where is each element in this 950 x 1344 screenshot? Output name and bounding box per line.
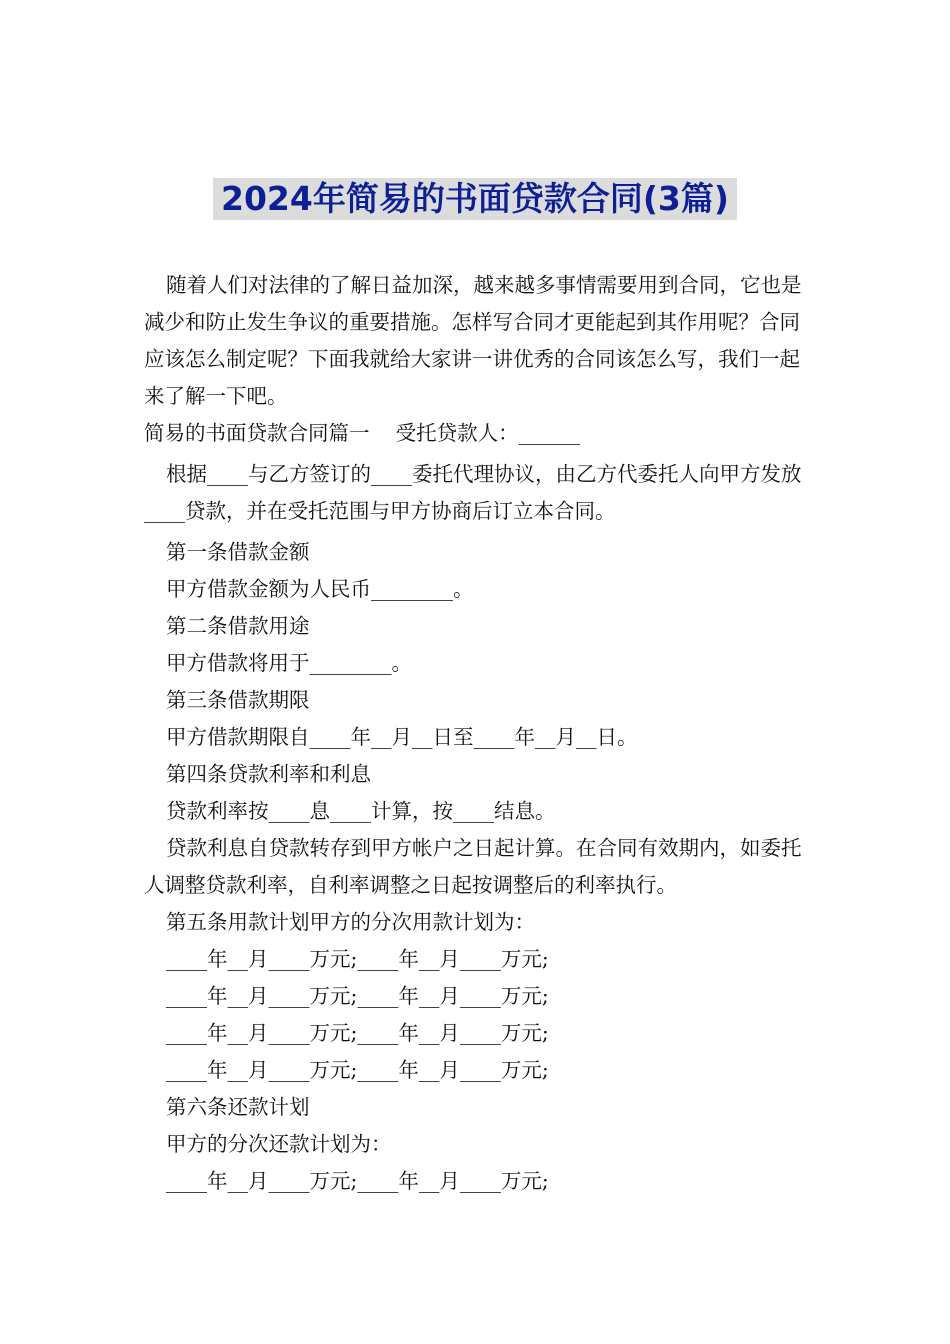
plan-line: ____年__月____万元;____年__月____万元;	[166, 984, 549, 1008]
document-title: 2024年简易的书面贷款合同(3篇)	[213, 178, 737, 220]
clause-text: 甲方借款金额为人民币________。	[166, 577, 474, 601]
plan-line: ____年__月____万元;____年__月____万元;	[166, 947, 549, 971]
clause-text: 贷款利率按____息____计算，按____结息。	[166, 799, 556, 823]
clause-text: 贷款利息自贷款转存到甲方帐户之日起计算。在合同有效期内，如委托人调整贷款利率，自利率调整之日起按调整后的利率执行。	[144, 836, 802, 897]
plan-line: ____年__月____万元;____年__月____万元;	[166, 1058, 549, 1082]
clause-heading: 第四条贷款利率和利息	[166, 762, 371, 786]
section-heading: 简易的书面贷款合同篇一 受托贷款人：______	[144, 421, 581, 445]
clause-text: 甲方借款期限自____年__月__日至____年__月__日。	[166, 725, 638, 749]
intro-paragraph: 随着人们对法律的了解日益加深，越来越多事情需要用到合同，它也是减少和防止发生争议的重要措施。怎样写合同才更能起到其作用呢？合同应该怎么制定呢？下面我就给大家讲一讲优秀的合同该怎么写，我们一起来了解一下吧。	[144, 273, 802, 408]
clause-heading: 第六条还款计划	[166, 1095, 310, 1119]
clause-heading: 第五条用款计划甲方的分次用款计划为：	[166, 910, 535, 934]
title-wrapper	[0, 178, 950, 220]
plan-line: ____年__月____万元;____年__月____万元;	[166, 1169, 549, 1193]
clause-heading: 第二条借款用途	[166, 614, 310, 638]
document-body	[144, 267, 806, 1200]
clause-text: 甲方借款将用于________。	[166, 651, 412, 675]
clause-text: 甲方的分次还款计划为：	[166, 1132, 392, 1156]
clause-heading: 第一条借款金额	[166, 540, 310, 564]
plan-line: ____年__月____万元;____年__月____万元;	[166, 1021, 549, 1045]
clause-heading: 第三条借款期限	[166, 688, 310, 712]
paragraph: 根据____与乙方签订的____委托代理协议，由乙方代委托人向甲方发放____贷款，并在受托范围与甲方协商后订立本合同。	[144, 462, 802, 523]
